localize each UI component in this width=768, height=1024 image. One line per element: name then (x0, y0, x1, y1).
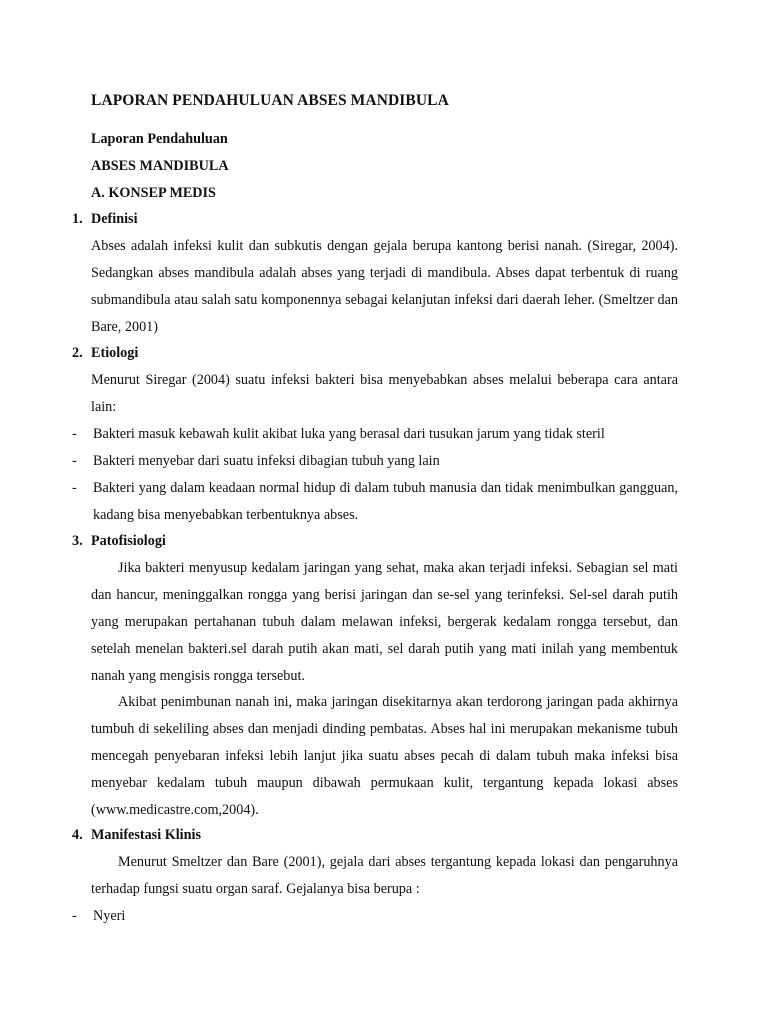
section-heading-etiologi (72, 345, 138, 362)
header-line-1: Laporan Pendahuluan (91, 131, 228, 147)
list-item-text: Bakteri yang dalam keadaan normal hidup di dalam tubuh manusia dan tidak menimbulkan gangguan, kadang bisa menyebabkan terbentuknya abses. (93, 480, 678, 523)
header-line-3: A. KONSEP MEDIS (91, 185, 216, 201)
section-title: Patofisiologi (91, 533, 166, 549)
section-number: 4. (72, 827, 83, 843)
document-title: LAPORAN PENDAHULUAN ABSES MANDIBULA (91, 92, 449, 109)
section-heading-patofisiologi (72, 533, 166, 550)
paragraph-etiologi: Menurut Siregar (2004) suatu infeksi bakteri bisa menyebabkan abses melalui beberapa cara antara lain: (91, 372, 678, 415)
bullet-marker: - (72, 480, 77, 496)
bullet-marker: - (72, 426, 77, 442)
list-item (72, 421, 678, 448)
paragraph-manifestasi-klinis: Menurut Smeltzer dan Bare (2001), gejala dari abses tergantung kepada lokasi dan pengaruhnya terhadap fungsi suatu organ saraf. Gejalanya bisa berupa : (91, 854, 678, 897)
bullet-marker: - (72, 453, 77, 469)
section-title: Etiologi (91, 345, 139, 361)
paragraph-definisi: Abses adalah infeksi kulit dan subkutis dengan gejala berupa kantong berisi nanah. (Siregar, 2004). Sedangkan abses mandibula adalah abses yang terjadi di mandibula. Abses dapat terbentuk di ruang submandibula atau salah satu komponennya sebagai kelanjutan infeksi dari daerah leher. (Smeltzer dan Bare, 2001) (91, 238, 678, 335)
section-heading-definisi (72, 211, 138, 228)
list-item-text: Nyeri (93, 908, 126, 924)
section-number: 2. (72, 345, 83, 361)
list-item (72, 903, 678, 930)
header-line-2: ABSES MANDIBULA (91, 158, 229, 174)
section-number: 1. (72, 211, 83, 227)
bullet-marker: - (72, 908, 77, 924)
paragraph-patofisiologi-1: Jika bakteri menyusup kedalam jaringan yang sehat, maka akan terjadi infeksi. Sebagian sel mati dan hancur, meninggalkan rongga yang berisi jaringan dan se-sel yang terinfeksi. Sel-sel darah putih yang merupakan pertahanan tubuh dalam melawan infeksi, bergerak kedalam rongga tersebut, dan setelah menelan bakteri.sel darah putih akan mati, sel darah putih yang mati inilah yang membentuk nanah yang mengisis rongga tersebut. (91, 560, 678, 684)
list-item-text: Bakteri menyebar dari suatu infeksi dibagian tubuh yang lain (93, 453, 440, 469)
paragraph-patofisiologi-2: Akibat penimbunan nanah ini, maka jaringan disekitarnya akan terdorong jaringan pada akhirnya tumbuh di sekeliling abses dan menjadi dinding pembatas. Abses hal ini merupakan mekanisme tubuh mencegah penyebaran infeksi lebih lanjut jika suatu abses pecah di dalam tubuh maka infeksi bisa menyebar kedalam tubuh maupun dibawah permukaan kulit, tergantung kepada lokasi abses (www.medicastre.com,2004). (91, 694, 678, 818)
section-title: Manifestasi Klinis (91, 827, 201, 843)
section-heading-manifestasi-klinis (72, 827, 201, 844)
list-item-text: Bakteri masuk kebawah kulit akibat luka yang berasal dari tusukan jarum yang tidak steril (93, 426, 605, 442)
section-title: Definisi (91, 211, 138, 227)
list-item (72, 448, 678, 475)
list-item (72, 475, 678, 529)
section-number: 3. (72, 533, 83, 549)
